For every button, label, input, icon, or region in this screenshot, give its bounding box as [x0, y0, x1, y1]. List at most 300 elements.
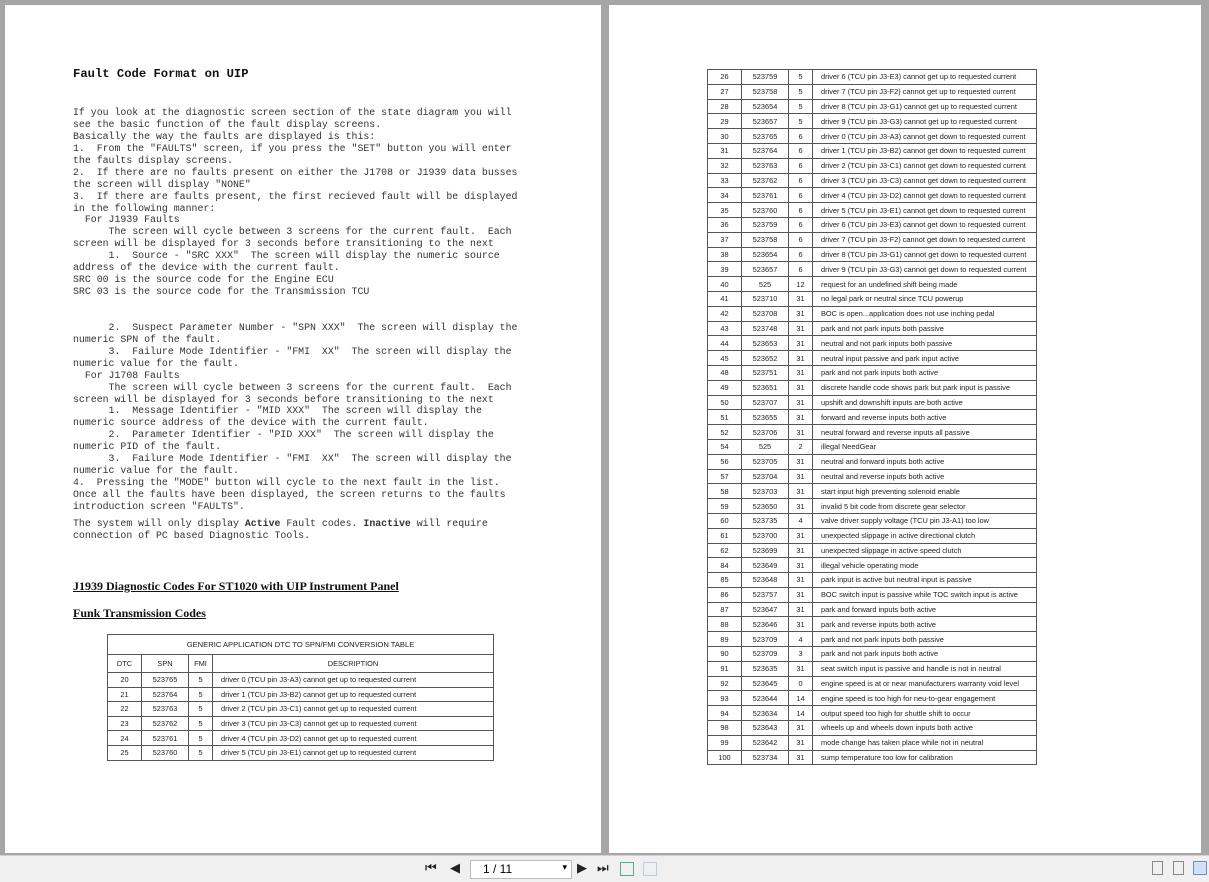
dtc-cell: 44	[708, 336, 742, 351]
dtc-cell: 35	[708, 203, 742, 218]
note-text: The system will only display	[73, 518, 245, 529]
dtc-cell: 91	[708, 661, 742, 676]
fmi-cell: 31	[789, 454, 813, 469]
table-row	[708, 735, 1037, 750]
body-text	[73, 107, 517, 513]
description-cell: park and not park inputs both passive	[813, 321, 1037, 336]
spn-cell: 523757	[742, 587, 789, 602]
column-header-spn: SPN	[142, 655, 189, 673]
spn-cell: 523765	[142, 673, 189, 688]
description-cell: driver 0 (TCU pin J3-A3) cannot get up to requested current	[213, 673, 494, 688]
body-text-line: 3. Failure Mode Identifier - "FMI XX" The screen will display the	[73, 453, 512, 465]
description-cell: BOC switch input is passive while TOC switch input is active	[813, 587, 1037, 602]
dtc-cell: 24	[108, 731, 142, 746]
description-cell: sump temperature too low for calibration	[813, 750, 1037, 765]
body-text-line	[73, 310, 517, 322]
table-row	[708, 602, 1037, 617]
dtc-cell: 20	[108, 673, 142, 688]
table-row	[708, 351, 1037, 366]
body-text-line: 2. Parameter Identifier - "PID XXX" The screen will display the	[73, 429, 494, 441]
spn-cell: 523657	[742, 114, 789, 129]
body-text-line: in the following manner:	[73, 202, 216, 214]
table-row	[708, 291, 1037, 306]
dtc-cell: 36	[708, 217, 742, 232]
fmi-cell: 31	[789, 499, 813, 514]
body-text-line: The screen will cycle between 3 screens for the current fault. Each	[73, 226, 512, 238]
dtc-cell: 85	[708, 573, 742, 588]
fmi-cell: 4	[789, 632, 813, 647]
table-row	[708, 277, 1037, 292]
table-row	[708, 750, 1037, 765]
fmi-cell: 5	[189, 731, 213, 746]
description-cell: driver 1 (TCU pin J3-B2) cannot get up to requested current	[213, 687, 494, 702]
note-text: connection of PC based Diagnostic Tools.	[73, 529, 311, 541]
dtc-cell: 84	[708, 558, 742, 573]
table-row	[708, 721, 1037, 736]
fmi-cell: 31	[789, 351, 813, 366]
description-cell: park and not park inputs both active	[813, 647, 1037, 662]
dtc-cell: 29	[708, 114, 742, 129]
fmi-cell: 31	[789, 587, 813, 602]
table-row	[708, 217, 1037, 232]
spn-cell: 523709	[742, 647, 789, 662]
fmi-cell: 31	[789, 602, 813, 617]
fmi-cell: 31	[789, 395, 813, 410]
spn-cell: 523645	[742, 676, 789, 691]
body-text-line: the screen will display "NONE"	[73, 178, 251, 190]
spn-cell: 523704	[742, 469, 789, 484]
body-text-line: 2. Suspect Parameter Number - "SPN XXX" The screen will display the	[73, 321, 518, 333]
spn-cell: 523650	[742, 499, 789, 514]
section-heading: J1939 Diagnostic Codes For ST1020 with UIP Instrument Panel	[73, 579, 399, 593]
description-cell: unexpected slippage in active speed clutch	[813, 543, 1037, 558]
body-text-line: 2. If there are no faults present on either the J1708 or J1939 data busses	[73, 166, 518, 178]
dtc-cell: 92	[708, 676, 742, 691]
table-row	[708, 528, 1037, 543]
description-cell: driver 5 (TCU pin J3-E1) cannot get up to requested current	[213, 745, 494, 760]
body-text-line: SRC 03 is the source code for the Transmission TCU	[73, 286, 370, 298]
spn-cell: 523760	[742, 203, 789, 218]
fmi-cell: 14	[789, 691, 813, 706]
fmi-cell: 5	[789, 84, 813, 99]
description-cell: neutral and reverse inputs both active	[813, 469, 1037, 484]
dtc-conversion-table	[107, 634, 494, 761]
fmi-cell: 5	[789, 114, 813, 129]
description-cell: driver 6 (TCU pin J3-E3) cannot get down to requested current	[813, 217, 1037, 232]
dtc-cell: 50	[708, 395, 742, 410]
description-cell: park and reverse inputs both active	[813, 617, 1037, 632]
fmi-cell: 6	[789, 262, 813, 277]
table-row	[708, 158, 1037, 173]
description-cell: start input high preventing solenoid enable	[813, 484, 1037, 499]
body-text-line: numeric source address of the device with the current fault.	[73, 417, 429, 429]
fmi-cell: 6	[789, 232, 813, 247]
body-text-line: 3. Failure Mode Identifier - "FMI XX" The screen will display the	[73, 345, 512, 357]
pdf-page-left	[5, 5, 601, 853]
dtc-cell: 98	[708, 721, 742, 736]
description-cell: valve driver supply voltage (TCU pin J3-A1) too low	[813, 513, 1037, 528]
table-row	[708, 306, 1037, 321]
body-text-line: address of the device with the current fault.	[73, 262, 340, 274]
spn-cell: 523758	[742, 84, 789, 99]
fmi-cell: 5	[189, 716, 213, 731]
body-text-line: Basically the way the faults are displayed is this:	[73, 130, 376, 142]
table-row	[708, 84, 1037, 99]
spn-cell: 523760	[142, 745, 189, 760]
fmi-cell: 14	[789, 706, 813, 721]
dtc-cell: 43	[708, 321, 742, 336]
description-cell: unexpected slippage in active directional clutch	[813, 528, 1037, 543]
description-cell: driver 3 (TCU pin J3-C3) cannot get down to requested current	[813, 173, 1037, 188]
next-page-button[interactable]: ▶	[577, 860, 587, 875]
fmi-cell: 6	[789, 173, 813, 188]
spn-cell: 523761	[742, 188, 789, 203]
fmi-cell: 5	[189, 673, 213, 688]
continuous-view-icon[interactable]	[1173, 861, 1184, 875]
table-row	[708, 143, 1037, 158]
fmi-cell: 31	[789, 528, 813, 543]
page-number-input[interactable]	[470, 860, 572, 879]
table-title: GENERIC APPLICATION DTC TO SPN/FMI CONVERSION TABLE	[108, 635, 494, 655]
fmi-cell: 31	[789, 336, 813, 351]
dtc-cell: 33	[708, 173, 742, 188]
spn-cell: 523707	[742, 395, 789, 410]
fmi-cell: 31	[789, 750, 813, 765]
pdf-page-right	[609, 5, 1201, 853]
spn-cell: 523655	[742, 410, 789, 425]
fmi-cell: 6	[789, 247, 813, 262]
table-row	[708, 232, 1037, 247]
dtc-cell: 40	[708, 277, 742, 292]
note-bold-active: Active	[244, 518, 281, 529]
table-row	[708, 410, 1037, 425]
table-row	[708, 321, 1037, 336]
active-fault-note	[73, 518, 488, 542]
description-cell: driver 4 (TCU pin J3-D2) cannot get up to requested current	[213, 731, 494, 746]
description-cell: driver 9 (TCU pin J3-G3) cannot get up to requested current	[813, 114, 1037, 129]
description-cell: neutral and forward inputs both active	[813, 454, 1037, 469]
description-cell: mode change has taken place while not in neutral	[813, 735, 1037, 750]
dtc-cell: 25	[108, 745, 142, 760]
spn-cell: 523654	[742, 99, 789, 114]
table-row	[708, 691, 1037, 706]
note-text: will require	[410, 518, 488, 529]
spn-cell: 523751	[742, 365, 789, 380]
dtc-cell: 94	[708, 706, 742, 721]
description-cell: driver 8 (TCU pin J3-G1) cannot get up to requested current	[813, 99, 1037, 114]
body-text-line: The screen will cycle between 3 screens for the current fault. Each	[73, 381, 512, 393]
previous-page-button[interactable]: ◀	[450, 860, 460, 875]
table-row	[708, 380, 1037, 395]
spn-cell: 523705	[742, 454, 789, 469]
dtc-cell: 61	[708, 528, 742, 543]
description-cell: driver 7 (TCU pin J3-F2) cannot get down to requested current	[813, 232, 1037, 247]
table-row	[708, 632, 1037, 647]
column-header-description: DESCRIPTION	[213, 655, 494, 673]
spn-cell: 523648	[742, 573, 789, 588]
dtc-cell: 90	[708, 647, 742, 662]
column-header-fmi: FMI	[189, 655, 213, 673]
spn-cell: 523765	[742, 129, 789, 144]
fmi-cell: 6	[789, 158, 813, 173]
description-cell: engine speed is too high for neu-to-gear engagement	[813, 691, 1037, 706]
spn-cell: 523764	[742, 143, 789, 158]
table-row	[708, 365, 1037, 380]
dtc-cell: 39	[708, 262, 742, 277]
spn-cell: 523758	[742, 232, 789, 247]
last-page-button[interactable]: ⏭	[597, 860, 609, 875]
fmi-cell: 6	[789, 203, 813, 218]
dtc-cell: 89	[708, 632, 742, 647]
spn-cell: 523699	[742, 543, 789, 558]
fmi-cell: 31	[789, 306, 813, 321]
spn-cell: 523634	[742, 706, 789, 721]
fmi-cell: 31	[789, 558, 813, 573]
dtc-cell: 58	[708, 484, 742, 499]
table-row	[708, 513, 1037, 528]
body-text-line: numeric value for the fault.	[73, 465, 239, 477]
chevron-down-icon[interactable]: ▾	[562, 862, 567, 872]
fmi-cell: 31	[789, 291, 813, 306]
dtc-cell: 51	[708, 410, 742, 425]
table-row	[108, 673, 494, 688]
spn-cell: 523710	[742, 291, 789, 306]
description-cell: request for an undefined shift being made	[813, 277, 1037, 292]
dtc-cell: 45	[708, 351, 742, 366]
table-row	[708, 469, 1037, 484]
column-header-dtc: DTC	[108, 655, 142, 673]
fmi-cell: 6	[789, 143, 813, 158]
pdf-viewer-toolbar	[0, 855, 1209, 882]
spn-cell: 523762	[142, 716, 189, 731]
table-row	[108, 745, 494, 760]
body-text-line	[73, 298, 517, 310]
fmi-cell: 31	[789, 661, 813, 676]
dtc-conversion-table-continued	[707, 69, 1037, 765]
fmi-cell: 31	[789, 469, 813, 484]
description-cell: neutral and not park inputs both passive	[813, 336, 1037, 351]
body-text-line: For J1939 Faults	[73, 214, 180, 226]
body-text-line: If you look at the diagnostic screen section of the state diagram you will	[73, 107, 512, 118]
table-row	[708, 114, 1037, 129]
dtc-cell: 57	[708, 469, 742, 484]
fmi-cell: 31	[789, 380, 813, 395]
first-page-button[interactable]: ⏮	[425, 860, 437, 875]
body-text-line: Once all the faults have been displayed, the screen returns to the faults	[73, 489, 506, 500]
spn-cell: 523651	[742, 380, 789, 395]
fmi-cell: 31	[789, 721, 813, 736]
body-text-line: 1. Message Identifier - "MID XXX" The screen will display the	[73, 405, 482, 417]
dtc-cell: 27	[708, 84, 742, 99]
spn-cell: 523764	[142, 687, 189, 702]
spn-cell: 523759	[742, 217, 789, 232]
spn-cell: 523657	[742, 262, 789, 277]
description-cell: illegal vehicle operating mode	[813, 558, 1037, 573]
two-page-view-icon[interactable]	[1193, 861, 1207, 875]
dtc-cell: 88	[708, 617, 742, 632]
table-row	[708, 203, 1037, 218]
table-row	[708, 188, 1037, 203]
description-cell: neutral forward and reverse inputs all passive	[813, 425, 1037, 440]
body-text-line: screen will be displayed for 3 seconds before transitioning to the next	[73, 238, 494, 250]
dtc-cell: 34	[708, 188, 742, 203]
table-row	[708, 247, 1037, 262]
table-row	[708, 661, 1037, 676]
description-cell: park and not park inputs both passive	[813, 632, 1037, 647]
spn-cell: 523708	[742, 306, 789, 321]
table-row	[708, 439, 1037, 454]
table-row	[708, 336, 1037, 351]
spn-cell: 523647	[742, 602, 789, 617]
fmi-cell: 31	[789, 365, 813, 380]
section-subheading: Funk Transmission Codes	[73, 606, 206, 620]
copy-page-icon[interactable]	[620, 862, 634, 876]
fmi-cell: 4	[789, 513, 813, 528]
table-row	[708, 129, 1037, 144]
description-cell: seat switch input is passive and handle is not in neutral	[813, 661, 1037, 676]
description-cell: driver 5 (TCU pin J3-E1) cannot get down to requested current	[813, 203, 1037, 218]
spn-cell: 523635	[742, 661, 789, 676]
table-row	[708, 706, 1037, 721]
description-cell: BOC is open...application does not use inching pedal	[813, 306, 1037, 321]
fmi-cell: 5	[189, 687, 213, 702]
spn-cell: 523762	[742, 173, 789, 188]
fmi-cell: 31	[789, 410, 813, 425]
spn-cell: 523644	[742, 691, 789, 706]
spn-cell: 523700	[742, 528, 789, 543]
body-text-line: numeric value for the fault.	[73, 357, 239, 369]
body-text-line: 1. Source - "SRC XXX" The screen will display the numeric source	[73, 250, 500, 262]
note-bold-inactive: Inactive	[363, 518, 411, 529]
dtc-cell: 26	[708, 70, 742, 85]
description-cell: forward and reverse inputs both active	[813, 410, 1037, 425]
description-cell: driver 3 (TCU pin J3-C3) cannot get up to requested current	[213, 716, 494, 731]
description-cell: driver 8 (TCU pin J3-G1) cannot get down to requested current	[813, 247, 1037, 262]
spn-cell: 525	[742, 439, 789, 454]
dtc-cell: 87	[708, 602, 742, 617]
table-row	[708, 425, 1037, 440]
table-row	[108, 702, 494, 717]
dtc-cell: 56	[708, 454, 742, 469]
table-row	[708, 587, 1037, 602]
description-cell: park input is active but neutral input is passive	[813, 573, 1037, 588]
fmi-cell: 6	[789, 188, 813, 203]
fmi-cell: 0	[789, 676, 813, 691]
spn-cell: 523706	[742, 425, 789, 440]
spn-cell: 523642	[742, 735, 789, 750]
fmi-cell: 31	[789, 425, 813, 440]
table-row	[708, 676, 1037, 691]
dtc-cell: 31	[708, 143, 742, 158]
table-row	[108, 716, 494, 731]
dtc-cell: 22	[108, 702, 142, 717]
dtc-cell: 59	[708, 499, 742, 514]
document-title: Fault Code Format on UIP	[73, 67, 249, 81]
fmi-cell: 31	[789, 617, 813, 632]
table-row	[708, 543, 1037, 558]
description-cell: neutral input passive and park input active	[813, 351, 1037, 366]
dtc-cell: 48	[708, 365, 742, 380]
body-text-line: numeric SPN of the fault.	[73, 333, 222, 345]
body-text-line: numeric PID of the fault.	[73, 441, 222, 453]
table-row	[708, 499, 1037, 514]
note-text: Fault codes.	[280, 518, 364, 529]
description-cell: driver 7 (TCU pin J3-F2) cannot get up to requested current	[813, 84, 1037, 99]
description-cell: discrete handle code shows park but park input is passive	[813, 380, 1037, 395]
dtc-cell: 54	[708, 439, 742, 454]
fmi-cell: 2	[789, 439, 813, 454]
table-row	[708, 484, 1037, 499]
description-cell: wheels up and wheels down inputs both active	[813, 721, 1037, 736]
spn-cell: 523735	[742, 513, 789, 528]
dtc-cell: 42	[708, 306, 742, 321]
description-cell: driver 1 (TCU pin J3-B2) cannot get down to requested current	[813, 143, 1037, 158]
description-cell: upshift and downshift inputs are both active	[813, 395, 1037, 410]
table-row	[108, 687, 494, 702]
single-page-view-icon[interactable]	[1152, 861, 1163, 875]
description-cell: engine speed is at or near manufacturers warranty void level	[813, 676, 1037, 691]
fmi-cell: 5	[789, 99, 813, 114]
dtc-cell: 93	[708, 691, 742, 706]
table-row	[108, 731, 494, 746]
table-row	[708, 173, 1037, 188]
fmi-cell: 12	[789, 277, 813, 292]
description-cell: driver 2 (TCU pin J3-C1) cannot get down to requested current	[813, 158, 1037, 173]
dtc-cell: 41	[708, 291, 742, 306]
dtc-cell: 23	[108, 716, 142, 731]
spn-cell: 523654	[742, 247, 789, 262]
spn-cell: 523748	[742, 321, 789, 336]
dtc-cell: 62	[708, 543, 742, 558]
body-text-line: introduction screen "FAULTS".	[73, 500, 245, 512]
dtc-cell: 60	[708, 513, 742, 528]
spn-cell: 523763	[142, 702, 189, 717]
dtc-cell: 49	[708, 380, 742, 395]
body-text-line: 4. Pressing the "MODE" button will cycle to the next fault in the list.	[73, 477, 500, 489]
body-text-line: 3. If there are faults present, the first recieved fault will be displayed	[73, 190, 518, 202]
table-row	[708, 99, 1037, 114]
spn-cell: 523646	[742, 617, 789, 632]
table-row	[708, 558, 1037, 573]
fmi-cell: 6	[789, 129, 813, 144]
paste-page-icon[interactable]	[643, 862, 657, 876]
description-cell: no legal park or neutral since TCU powerup	[813, 291, 1037, 306]
body-text-line: SRC 00 is the source code for the Engine ECU	[73, 274, 334, 286]
spn-cell: 523759	[742, 70, 789, 85]
fmi-cell: 3	[789, 647, 813, 662]
spn-cell: 523652	[742, 351, 789, 366]
body-text-line: the faults display screens.	[73, 154, 234, 166]
fmi-cell: 31	[789, 321, 813, 336]
fmi-cell: 31	[789, 573, 813, 588]
spn-cell: 523763	[742, 158, 789, 173]
fmi-cell: 5	[189, 702, 213, 717]
dtc-cell: 86	[708, 587, 742, 602]
fmi-cell: 5	[789, 70, 813, 85]
spn-cell: 525	[742, 277, 789, 292]
description-cell: illegal NeedGear	[813, 439, 1037, 454]
dtc-cell: 21	[108, 687, 142, 702]
page-indicator: 1 / 11	[483, 862, 513, 876]
spn-cell: 523734	[742, 750, 789, 765]
fmi-cell: 31	[789, 735, 813, 750]
dtc-cell: 30	[708, 129, 742, 144]
spn-cell: 523643	[742, 721, 789, 736]
description-cell: park and forward inputs both active	[813, 602, 1037, 617]
dtc-cell: 38	[708, 247, 742, 262]
table-row	[708, 573, 1037, 588]
dtc-cell: 37	[708, 232, 742, 247]
